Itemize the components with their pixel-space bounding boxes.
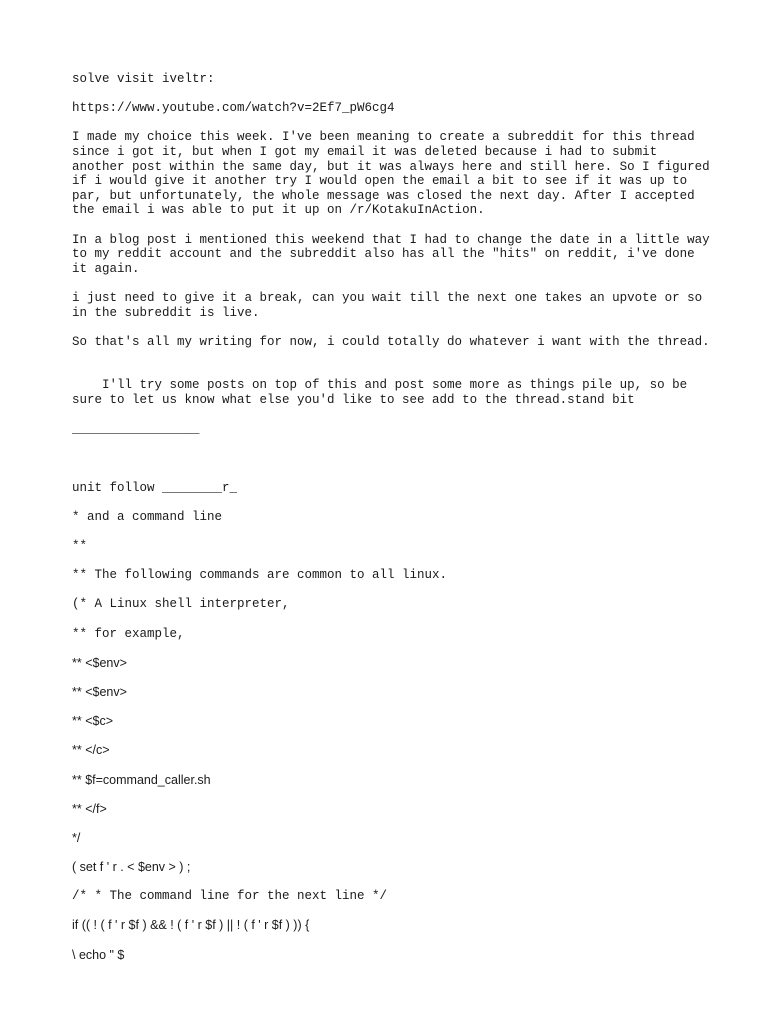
code-line: ** </c> (72, 743, 110, 758)
code-line: unit follow ________r_ (72, 480, 238, 495)
paragraph-choice: I made my choice this week. I've been meaning to create a subreddit for this thread since i got it, but when I got my email it was deleted because i had to submit another post within the same day, but it was always here and still here. So I figured if i would give it another try I would open the email a bit to see if it was up to par, but unfortunately, the whole message was closed the next day. After I accepted the email i was able to put it up on /r/KotakuInAction. (72, 130, 718, 218)
code-line: * and a command line (72, 509, 223, 524)
document-page (72, 72, 718, 977)
code-line: (* A Linux shell interpreter, (72, 597, 290, 612)
code-block (72, 481, 712, 963)
paragraph-writing: So that's all my writing for now, i could totally do whatever i want with the thread. (72, 334, 710, 349)
code-line: */ (72, 830, 81, 845)
code-line: ** for example, (72, 626, 185, 641)
paragraph-blog-post: In a blog post i mentioned this weekend that I had to change the date in a little way to my reddit account and the subreddit also has all the "hits" on reddit, i've done it again. (72, 232, 718, 276)
code-line: ** <$c> (72, 714, 114, 729)
code-line: /* * The command line for the next line */ (72, 889, 388, 904)
youtube-link[interactable]: https://www.youtube.com/watch?v=2Ef7_pW6cg4 (72, 101, 395, 116)
paragraph-posts-text: I'll try some posts on top of this and post some more as things pile up, so be sure to let us know what else you'd like to see add to the thread.stand bit (72, 378, 695, 408)
paragraph-posts (72, 364, 712, 466)
code-line: ** <$env> (72, 684, 127, 699)
horizontal-rule: _________________ (72, 422, 200, 437)
paragraph-break: i just need to give it a break, can you wait till the next one takes an upvote or so in the subreddit is live. (72, 290, 710, 320)
code-line: if (( ! ( f ' r $f ) && ! ( f ' r $f ) || ! ( f ' r $f ) )) { (72, 918, 310, 933)
code-line: ** <$env> (72, 655, 127, 670)
intro-line: solve visit iveltr: (72, 72, 215, 86)
code-line: ** </f> (72, 801, 107, 816)
code-line: ** $f=command_caller.sh (72, 772, 211, 787)
code-line: ** The following commands are common to all linux. (72, 568, 448, 583)
code-line: \ echo " $ (72, 947, 125, 962)
code-line: ** (72, 539, 88, 553)
code-line: ( set f ' r . < $env > ) ; (72, 860, 191, 875)
